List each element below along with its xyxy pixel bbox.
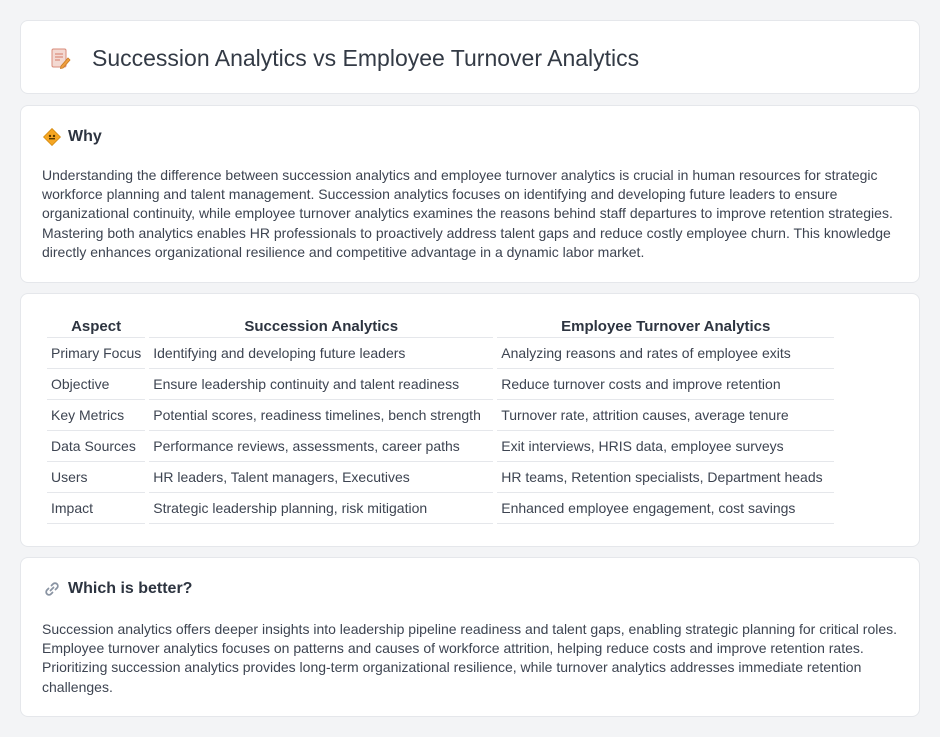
table-cell: Reduce turnover costs and improve retention: [497, 369, 834, 400]
diamond-sign-icon: [43, 128, 61, 146]
which-is-better-section: [20, 557, 920, 717]
table-cell: Impact: [47, 493, 145, 524]
why-heading: [43, 128, 102, 146]
table-row: [47, 462, 834, 493]
why-text: Understanding the difference between succession analytics and employee turnover analytics is crucial in human resources for strategic workforce planning and talent management. Succession analytics focuses on identifying and developing future leaders to ensure organizational continuity, while employee turnover analytics examines the reasons behind staff departures to improve retention strategies. Mastering both analytics enables HR professionals to proactively address talent gaps and reduce costly employee churn. This knowledge directly enhances organizational resilience and competitive advantage in a dynamic labor market.: [42, 167, 893, 260]
why-section: [20, 105, 920, 283]
table-row: [47, 369, 834, 400]
table-cell: Strategic leadership planning, risk mitigation: [149, 493, 493, 524]
table-row: [47, 400, 834, 431]
table-cell: HR teams, Retention specialists, Department heads: [497, 462, 834, 493]
better-text: Succession analytics offers deeper insights into leadership pipeline readiness and talent gaps, enabling strategic planning for critical roles. Employee turnover analytics focuses on patterns and causes of workforce attrition, helping reduce costs and improve retention rates. Prioritizing succession analytics provides long-term organizational resilience, while turnover analytics addresses immediate retention challenges.: [42, 621, 898, 695]
column-header: Employee Turnover Analytics: [497, 316, 834, 338]
table-cell: Turnover rate, attrition causes, average tenure: [497, 400, 834, 431]
table-row: [47, 493, 834, 524]
table-cell: HR leaders, Talent managers, Executives: [149, 462, 493, 493]
table-cell: Exit interviews, HRIS data, employee surveys: [497, 431, 834, 462]
document-pencil-icon: [49, 47, 71, 71]
table-cell: Ensure leadership continuity and talent readiness: [149, 369, 493, 400]
better-title: Which is better?: [68, 580, 193, 597]
table-cell: Enhanced employee engagement, cost savings: [497, 493, 834, 524]
link-icon: [43, 580, 61, 598]
table-cell: Key Metrics: [47, 400, 145, 431]
table-header-row: [47, 316, 834, 338]
comparison-section: [20, 293, 920, 547]
table-cell: Primary Focus: [47, 338, 145, 369]
column-header: Succession Analytics: [149, 316, 493, 338]
header-card: [20, 20, 920, 94]
table-cell: Performance reviews, assessments, career paths: [149, 431, 493, 462]
comparison-table: [43, 316, 838, 524]
table-cell: Potential scores, readiness timelines, bench strength: [149, 400, 493, 431]
why-title: Why: [68, 128, 102, 145]
table-row: [47, 338, 834, 369]
table-cell: Objective: [47, 369, 145, 400]
table-cell: Users: [47, 462, 145, 493]
table-row: [47, 431, 834, 462]
table-cell: Identifying and developing future leaders: [149, 338, 493, 369]
column-header: Aspect: [47, 316, 145, 338]
table-cell: Analyzing reasons and rates of employee exits: [497, 338, 834, 369]
page-title: Succession Analytics vs Employee Turnover Analytics: [92, 45, 640, 71]
better-heading: [43, 580, 192, 598]
table-cell: Data Sources: [47, 431, 145, 462]
